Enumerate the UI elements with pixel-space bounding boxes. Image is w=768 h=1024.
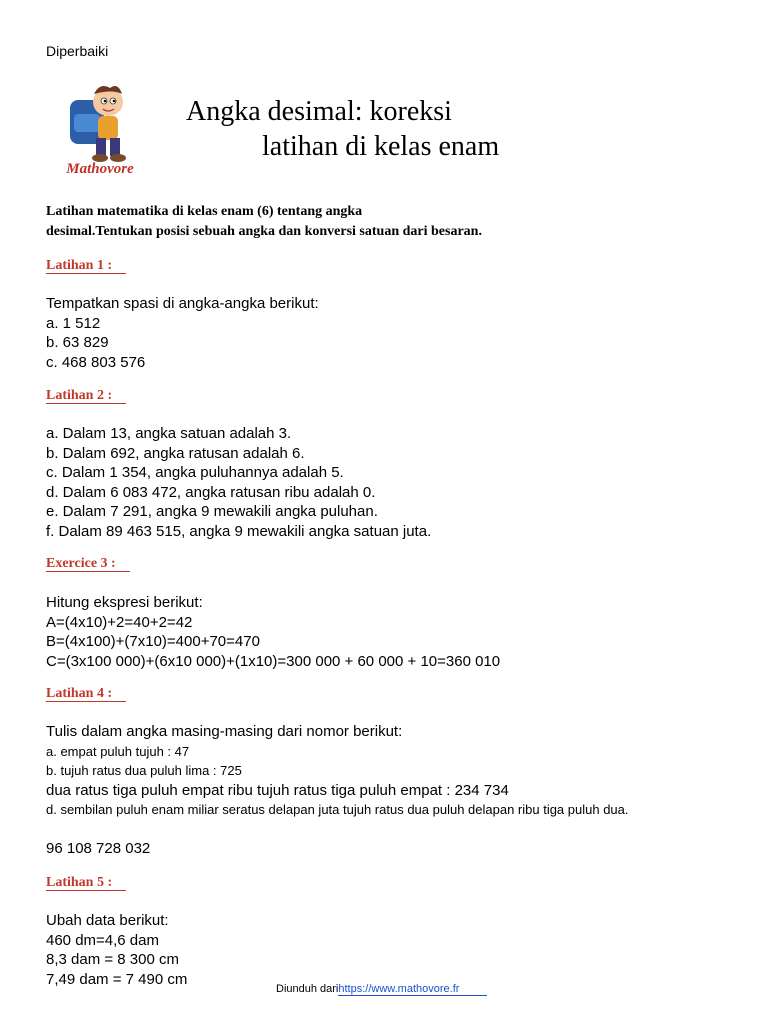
status-note: Diperbaiki	[46, 43, 109, 59]
section-line: Tempatkan spasi di angka-angka berikut:	[46, 295, 319, 312]
section-line: Tulis dalam angka masing-masing dari nomor berikut:	[46, 723, 403, 740]
section-heading-5: Latihan 5 :	[46, 875, 126, 891]
section-line: d. sembilan puluh enam miliar seratus delapan juta tujuh ratus dua puluh delapan ribu tiga puluh dua.	[46, 802, 629, 817]
section-line: 96 108 728 032	[46, 840, 151, 857]
section-line: c. Dalam 1 354, angka puluhannya adalah 5.	[46, 464, 344, 481]
section-body-3	[46, 593, 500, 671]
section-line: e. Dalam 7 291, angka 9 mewakili angka puluhan.	[46, 503, 378, 520]
footer-prefix: Diunduh dari	[276, 983, 339, 995]
section-line: Ubah data berikut:	[46, 912, 169, 929]
section-line: a. 1 512	[46, 314, 101, 332]
footer-link[interactable]: https://www.mathovore.fr	[338, 983, 487, 996]
section-line: A=(4x10)+2=40+2=42	[46, 613, 193, 631]
section-line: dua ratus tiga puluh empat ribu tujuh ratus tiga puluh empat : 234 734	[46, 781, 509, 799]
section-line: 7,49 dam = 7 490 cm	[46, 970, 188, 988]
section-line: 460 dm=4,6 dam	[46, 931, 159, 949]
section-line	[46, 820, 629, 840]
section-body-5	[46, 911, 187, 989]
section-line: b. tujuh ratus dua puluh lima : 725	[46, 763, 242, 778]
section-body-2	[46, 424, 431, 541]
section-line: f. Dalam 89 463 515, angka 9 mewakili angka satuan juta.	[46, 522, 432, 540]
mathovore-logo	[50, 80, 150, 180]
section-line: Hitung ekspresi berikut:	[46, 594, 203, 611]
section-line: d. Dalam 6 083 472, angka ratusan ribu adalah 0.	[46, 483, 376, 501]
section-line: a. empat puluh tujuh : 47	[46, 743, 190, 759]
footer	[276, 983, 487, 995]
page-title-line-2: latihan di kelas enam	[262, 131, 500, 162]
section-body-4	[46, 722, 629, 859]
section-line: C=(3x100 000)+(6x10 000)+(1x10)=300 000 + 60 000 + 10=360 010	[46, 652, 501, 670]
section-line: b. Dalam 692, angka ratusan adalah 6.	[46, 444, 305, 462]
intro-line-2: desimal.Tentukan posisi sebuah angka dan konversi satuan dari besaran.	[46, 224, 482, 239]
section-heading-2: Latihan 2 :	[46, 388, 126, 404]
section-line: b. 63 829	[46, 334, 109, 351]
section-body-1	[46, 294, 319, 372]
section-line: 8,3 dam = 8 300 cm	[46, 951, 179, 968]
page-title-line-1: Angka desimal: koreksi	[186, 96, 452, 127]
section-line: a. Dalam 13, angka satuan adalah 3.	[46, 425, 292, 442]
section-heading-3: Exercice 3 :	[46, 556, 130, 572]
section-line: B=(4x100)+(7x10)=400+70=470	[46, 633, 260, 650]
section-heading-1: Latihan 1 :	[46, 258, 126, 274]
intro-line-1: Latihan matematika di kelas enam (6) tentang angka	[46, 204, 363, 219]
logo-text: Mathovore	[66, 161, 134, 177]
intro-paragraph	[46, 202, 606, 242]
section-heading-4: Latihan 4 :	[46, 686, 126, 702]
section-line: c. 468 803 576	[46, 353, 146, 371]
